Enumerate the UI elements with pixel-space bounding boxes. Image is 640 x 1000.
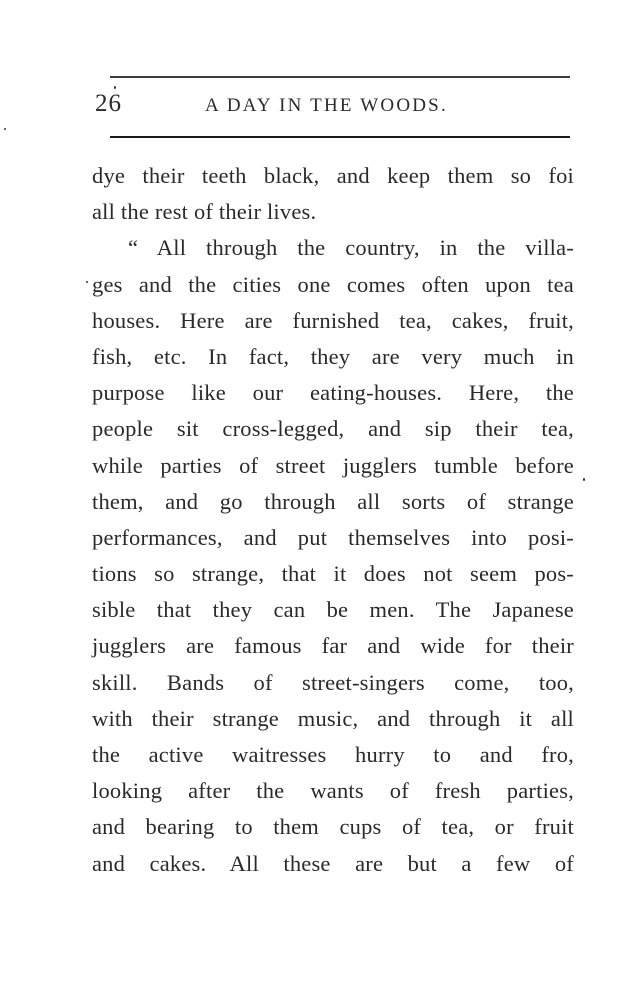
text-line: them, and go through all sorts of strange: [92, 488, 574, 514]
text-line: all the rest of their lives.: [92, 199, 317, 225]
scan-speck: [4, 128, 6, 130]
text-line: performances, and put themselves into posi-: [92, 524, 574, 550]
text-line: skill. Bands of street-singers come, too,: [92, 669, 574, 695]
running-title: A DAY IN THE WOODS.: [205, 95, 448, 116]
text-line: ges and the cities one comes often upon tea: [92, 271, 574, 297]
text-line: tions so strange, that it does not seem pos-: [92, 561, 574, 587]
text-line: looking after the wants of fresh parties,: [92, 778, 574, 804]
text-line: with their strange music, and through it all: [92, 705, 574, 731]
text-line: purpose like our eating-houses. Here, the: [92, 380, 574, 406]
paragraph-start-line: “ All through the country, in the villa-: [128, 235, 574, 261]
text-line: jugglers are famous far and wide for their: [92, 633, 574, 659]
body-text: [92, 158, 574, 882]
text-line: and cakes. All these are but a few of: [92, 850, 574, 876]
text-line: dye their teeth black, and keep them so foi: [92, 163, 574, 188]
text-line: houses. Here are furnished tea, cakes, fruit,: [92, 307, 574, 333]
text-line: sible that they can be men. The Japanese: [92, 597, 574, 623]
scan-speck: [86, 281, 88, 283]
scan-speck: [583, 478, 585, 481]
scan-speck: [114, 86, 116, 89]
page-number: 26: [95, 90, 122, 117]
text-line: people sit cross-legged, and sip their tea,: [92, 416, 574, 442]
text-line: while parties of street jugglers tumble before: [92, 452, 574, 478]
header-top-rule: [110, 76, 570, 78]
text-line: the active waitresses hurry to and fro,: [92, 742, 574, 767]
text-line: and bearing to them cups of tea, or fruit: [92, 814, 574, 840]
text-line: fish, etc. In fact, they are very much in: [92, 343, 574, 369]
running-header: [95, 90, 570, 126]
header-bottom-rule: [110, 136, 570, 138]
